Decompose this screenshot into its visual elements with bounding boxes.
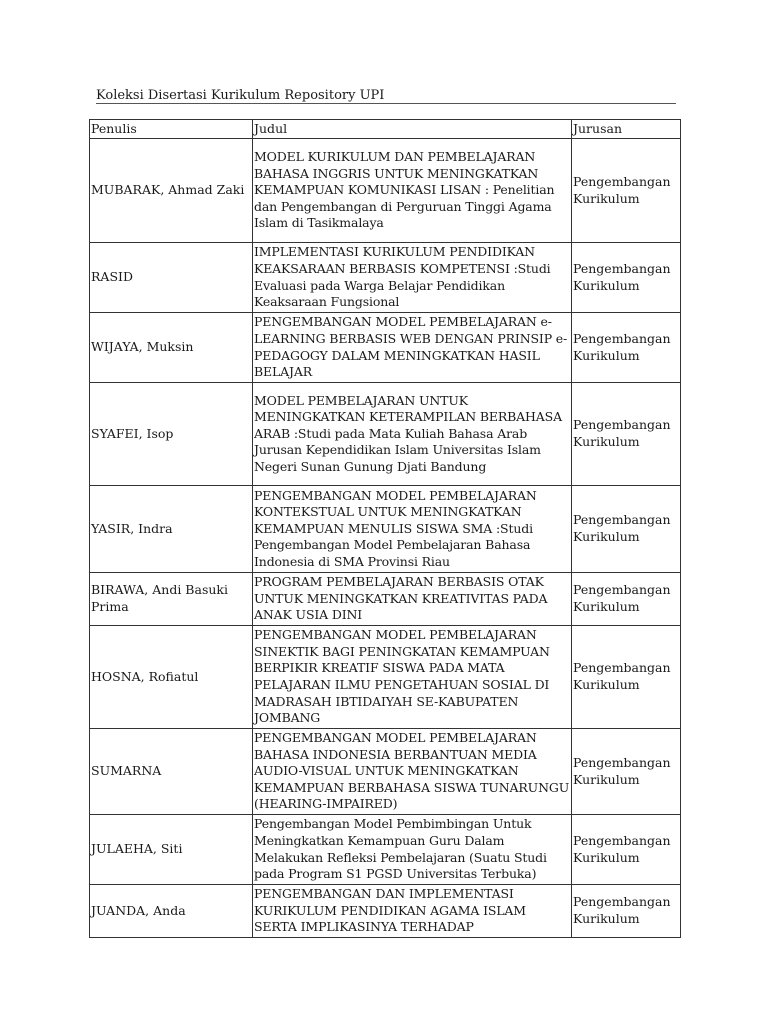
author-cell: JULAEHA, Siti — [90, 815, 253, 885]
department-cell: Pengembangan Kurikulum — [572, 729, 681, 815]
column-header-penulis: Penulis — [90, 120, 253, 139]
column-header-jurusan: Jurusan — [572, 120, 681, 139]
table-row — [90, 486, 681, 573]
author-cell: JUANDA, Anda — [90, 885, 253, 938]
table-row — [90, 243, 681, 313]
department-cell: Pengembangan Kurikulum — [572, 313, 681, 383]
title-cell: PENGEMBANGAN MODEL PEMBELAJARAN SINEKTIK BAGI PENINGKATAN KEMAMPUAN BERPIKIR KREATIF SISWA PADA MATA PELAJARAN ILMU PENGETAHUAN SOSIAL DI MADRASAH IBTIDAIYAH SE-KABUPATEN JOMBANG — [253, 626, 572, 729]
table-row — [90, 885, 681, 938]
department-cell: Pengembangan Kurikulum — [572, 815, 681, 885]
title-cell: PENGEMBANGAN MODEL PEMBELAJARAN KONTEKSTUAL UNTUK MENINGKATKAN KEMAMPUAN MENULIS SISWA SMA :Studi Pengembangan Model Pembelajaran Bahasa Indonesia di SMA Provinsi Riau — [253, 486, 572, 573]
title-cell: IMPLEMENTASI KURIKULUM PENDIDIKAN KEAKSARAAN BERBASIS KOMPETENSI :Studi Evaluasi pada Warga Belajar Pendidikan Keaksaraan Fungsional — [253, 243, 572, 313]
page-title: Koleksi Disertasi Kurikulum Repository UPI — [96, 88, 676, 104]
title-cell: PENGEMBANGAN MODEL PEMBELAJARAN e-LEARNING BERBASIS WEB DENGAN PRINSIP e-PEDAGOGY DALAM MENINGKATKAN HASIL BELAJAR — [253, 313, 572, 383]
table-row — [90, 383, 681, 486]
table-row — [90, 573, 681, 626]
table-row — [90, 313, 681, 383]
author-cell: MUBARAK, Ahmad Zaki — [90, 139, 253, 243]
department-cell: Pengembangan Kurikulum — [572, 486, 681, 573]
title-cell: MODEL PEMBELAJARAN UNTUK MENINGKATKAN KETERAMPILAN BERBAHASA ARAB :Studi pada Mata Kuliah Bahasa Arab Jurusan Kependidikan Islam Universitas Islam Negeri Sunan Gunung Djati Bandung — [253, 383, 572, 486]
dissertation-table — [89, 119, 681, 938]
author-cell: YASIR, Indra — [90, 486, 253, 573]
author-cell: HOSNA, Rofiatul — [90, 626, 253, 729]
department-cell: Pengembangan Kurikulum — [572, 243, 681, 313]
title-cell: PENGEMBANGAN DAN IMPLEMENTASI KURIKULUM PENDIDIKAN AGAMA ISLAM SERTA IMPLIKASINYA TERHADAP — [253, 885, 572, 938]
author-cell: SYAFEI, Isop — [90, 383, 253, 486]
title-cell: Pengembangan Model Pembimbingan Untuk Meningkatkan Kemampuan Guru Dalam Melakukan Refleksi Pembelajaran (Suatu Studi pada Program S1 PGSD Universitas Terbuka) — [253, 815, 572, 885]
title-cell: MODEL KURIKULUM DAN PEMBELAJARAN BAHASA INGGRIS UNTUK MENINGKATKAN KEMAMPUAN KOMUNIKASI LISAN : Penelitian dan Pengembangan di Perguruan Tinggi Agama Islam di Tasikmalaya — [253, 139, 572, 243]
department-cell: Pengembangan Kurikulum — [572, 626, 681, 729]
title-cell: PENGEMBANGAN MODEL PEMBELAJARAN BAHASA INDONESIA BERBANTUAN MEDIA AUDIO-VISUAL UNTUK MENINGKATKAN KEMAMPUAN BERBAHASA SISWA TUNARUNGU (HEARING-IMPAIRED) — [253, 729, 572, 815]
column-header-judul: Judul — [253, 120, 572, 139]
table-row — [90, 626, 681, 729]
author-cell: BIRAWA, Andi Basuki Prima — [90, 573, 253, 626]
title-cell: PROGRAM PEMBELAJARAN BERBASIS OTAK UNTUK MENINGKATKAN KREATIVITAS PADA ANAK USIA DINI — [253, 573, 572, 626]
department-cell: Pengembangan Kurikulum — [572, 885, 681, 938]
author-cell: SUMARNA — [90, 729, 253, 815]
table-row — [90, 139, 681, 243]
department-cell: Pengembangan Kurikulum — [572, 383, 681, 486]
department-cell: Pengembangan Kurikulum — [572, 573, 681, 626]
author-cell: RASID — [90, 243, 253, 313]
table-row — [90, 729, 681, 815]
table-row — [90, 815, 681, 885]
department-cell: Pengembangan Kurikulum — [572, 139, 681, 243]
author-cell: WIJAYA, Muksin — [90, 313, 253, 383]
table-header-row — [90, 120, 681, 139]
